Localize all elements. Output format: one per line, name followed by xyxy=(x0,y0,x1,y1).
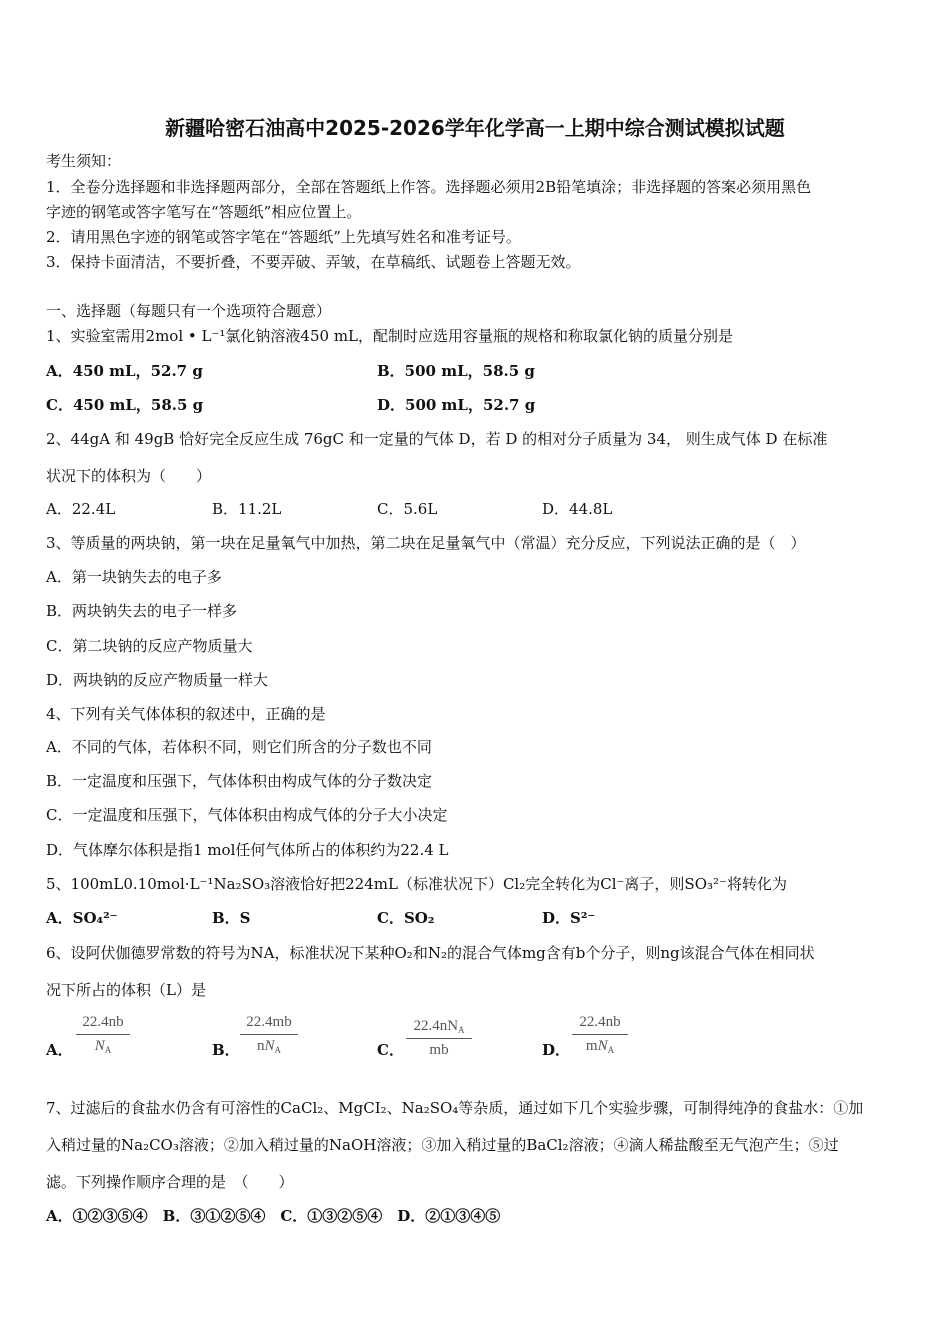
q2-option-b: B．11.2L xyxy=(212,500,282,518)
q6-b-denominator: $nN_A$ xyxy=(256,1038,281,1055)
q3-stem: 3、等质量的两块钠，第一块在足量氧气中加热，第二块在足量氧气中（常温）充分反应，下列说法正确的是（ ） xyxy=(46,534,806,552)
q4-option-c: C．一定温度和压强下，气体体积由构成气体的分子大小决定 xyxy=(46,806,448,824)
q4-stem: 4、下列有关气体体积的叙述中，正确的是 xyxy=(46,705,326,723)
fraction-bar xyxy=(76,1034,130,1035)
q6-option-c-fraction xyxy=(406,1018,472,1059)
q6-d-denominator: $mN_A$ xyxy=(585,1038,615,1055)
notice-item-3: 3．保持卡面清洁，不要折叠，不要弄破、弄皱，在草稿纸、试题卷上答题无效。 xyxy=(46,253,581,271)
q4-option-b: B．一定温度和压强下，气体体积由构成气体的分子数决定 xyxy=(46,772,433,790)
q6-a-denominator: $N_A$ xyxy=(94,1038,112,1055)
q5-option-a: A．SO₄²⁻ xyxy=(46,909,118,927)
q6-stem-b: 况下所占的体积（L）是 xyxy=(46,981,206,999)
q7-stem-a: 7、过滤后的食盐水仍含有可溶性的CaCl₂、MgCI₂、Na₂SO₄等杂质，通过如下几个实验步骤，可制得纯净的食盐水：①加 xyxy=(46,1099,864,1117)
q3-option-b: B．两块钠失去的电子一样多 xyxy=(46,602,238,620)
fraction-bar xyxy=(572,1034,628,1035)
notice-heading: 考生须知： xyxy=(46,152,122,170)
q6-b-numerator: 22.4mb xyxy=(246,1014,292,1030)
notice-item-1b: 字迹的钢笔或答字笔写在“答题纸”相应位置上。 xyxy=(46,203,362,221)
q6-c-denominator: mb xyxy=(429,1042,449,1058)
fraction-bar xyxy=(240,1034,298,1035)
q4-option-a: A．不同的气体，若体积不同，则它们所含的分子数也不同 xyxy=(46,738,432,756)
exam-title: 新疆哈密石油高中2025-2026学年化学高一上期中综合测试模拟试题 xyxy=(165,116,785,140)
q2-option-d: D．44.8L xyxy=(542,500,613,518)
q5-stem: 5、100mL0.10mol·L⁻¹Na₂SO₃溶液恰好把224mL（标准状况下）Cl₂完全转化为Cl⁻离子，则SO₃²⁻将转化为 xyxy=(46,875,787,893)
q1-option-d: D．500 mL，52.7 g xyxy=(377,396,536,414)
q7-stem-c: 滤。下列操作顺序合理的是 （ ） xyxy=(46,1173,294,1191)
q5-option-c: C．SO₂ xyxy=(377,909,435,927)
q3-option-a: A．第一块钠失去的电子多 xyxy=(46,568,222,586)
q2-option-a: A．22.4L xyxy=(46,500,116,518)
q6-option-b-fraction xyxy=(240,1014,298,1055)
q6-option-b-label: B． xyxy=(212,1041,240,1059)
q6-a-numerator: 22.4nb xyxy=(82,1014,124,1030)
q6-option-d-label: D． xyxy=(542,1041,571,1059)
q6-c-numerator: $22.4nN_A$ xyxy=(413,1018,465,1035)
q7-options: A．①②③⑤④ B．③①②⑤④ C．①③②⑤④ D．②①③④⑤ xyxy=(46,1207,501,1225)
q1-option-b: B．500 mL，58.5 g xyxy=(377,362,535,380)
q5-option-b: B．S xyxy=(212,909,251,927)
q1-stem: 1、实验室需用2mol • L⁻¹氯化钠溶液450 mL，配制时应选用容量瓶的规格和称取氯化钠的质量分别是 xyxy=(46,327,734,345)
fraction-bar xyxy=(406,1038,472,1039)
q4-option-d: D．气体摩尔体积是指1 mol任何气体所占的体积约为22.4 L xyxy=(46,841,449,859)
notice-item-1a: 1．全卷分选择题和非选择题两部分，全部在答题纸上作答。选择题必须用2B铅笔填涂；非选择题的答案必须用黑色 xyxy=(46,178,812,196)
q6-d-numerator: 22.4nb xyxy=(579,1014,621,1030)
q1-option-c: C．450 mL，58.5 g xyxy=(46,396,204,414)
q2-option-c: C．5.6L xyxy=(377,500,438,518)
q1-option-a: A．450 mL，52.7 g xyxy=(46,362,203,380)
q5-option-d: D．S²⁻ xyxy=(542,909,596,927)
q7-stem-b: 入稍过量的Na₂CO₃溶液；②加入稍过量的NaOH溶液；③加入稍过量的BaCl₂溶液；④滴人稀盐酸至无气泡产生；⑤过 xyxy=(46,1136,839,1154)
q3-option-d: D．两块钠的反应产物质量一样大 xyxy=(46,671,269,689)
q2-stem-b: 状况下的体积为（ ） xyxy=(46,467,212,485)
q6-option-a-fraction xyxy=(76,1014,130,1055)
q6-option-c-label: C． xyxy=(377,1041,404,1059)
q3-option-c: C．第二块钠的反应产物质量大 xyxy=(46,637,253,655)
q2-stem-a: 2、44gA 和 49gB 恰好完全反应生成 76gC 和一定量的气体 D，若 D 的相对分子质量为 34， 则生成气体 D 在标准 xyxy=(46,430,828,448)
q6-stem-a: 6、设阿伏伽德罗常数的符号为NA，标准状况下某种O₂和N₂的混合气体mg含有b个分子，则ng该混合气体在相同状 xyxy=(46,944,815,962)
q6-option-a-label: A． xyxy=(46,1041,73,1059)
notice-item-2: 2．请用黑色字迹的钢笔或答字笔在“答题纸”上先填写姓名和准考证号。 xyxy=(46,228,521,246)
q6-option-d-fraction xyxy=(572,1014,628,1055)
section-heading: 一、选择题（每题只有一个选项符合题意） xyxy=(46,302,332,320)
